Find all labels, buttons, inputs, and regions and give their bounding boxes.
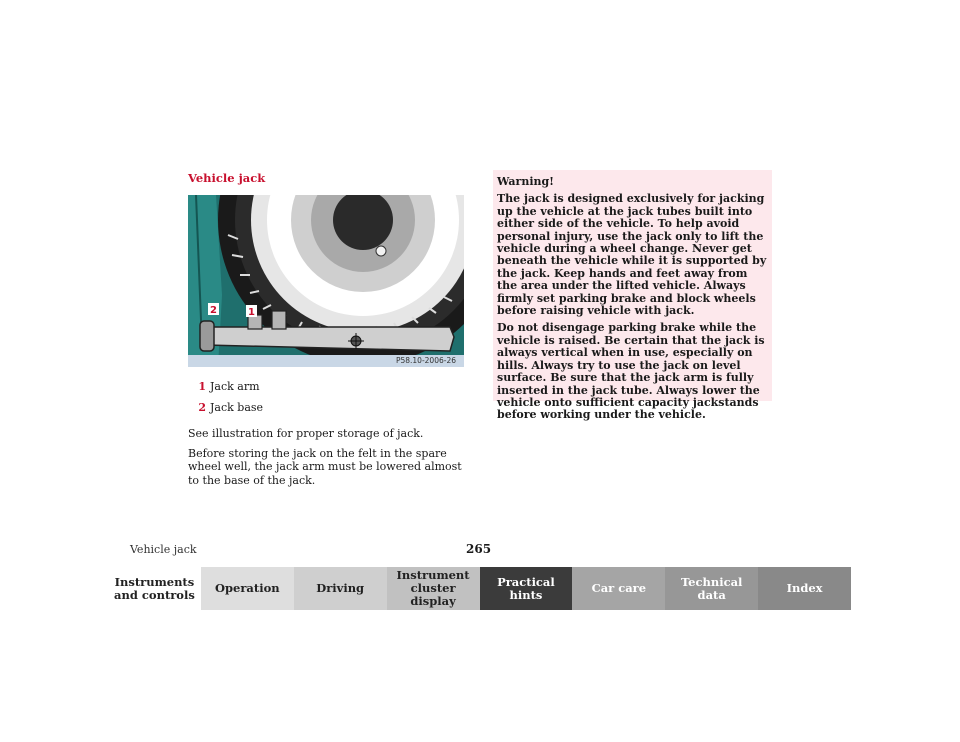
tab-instruments-and-controls[interactable]: Instruments and controls [108,567,201,610]
warning-paragraph: Do not disengage parking brake while the vehicle is raised. Be certain that the jack is always vertical when in use, especially on hills. Always try to use the jack on level surface. Be sure that the jack arm is fully inserted in the jack tube. Always lower the vehicle onto sufficient capacity jackstands before working under the vehicle. [497,321,765,422]
warning-box [493,170,772,422]
body-text [188,427,470,493]
legend-item [188,380,263,401]
running-footer-title: Vehicle jack [130,543,197,556]
section-heading: Vehicle jack [188,171,266,185]
figure-code: P58.10-2006-26 [395,356,456,365]
chapter-nav-bar [108,567,851,610]
warning-title: Warning! [497,175,555,188]
tab-operation[interactable]: Operation [201,567,294,610]
jack-storage-illustration [188,195,464,367]
tab-index[interactable]: Index [758,567,851,610]
tab-instrument-cluster-display[interactable]: Instrument cluster display [387,567,480,610]
spare-wheel-jack-drawing [188,195,464,367]
body-paragraph: Before storing the jack on the felt in the spare wheel well, the jack arm must be lowered almost to the base of the jack. [188,446,462,487]
body-paragraph: See illustration for proper storage of jack. [188,427,424,440]
callout-1: 1 [248,307,255,318]
legend-label: Jack base [210,401,264,414]
callout-2: 2 [210,305,217,316]
tab-car-care[interactable]: Car care [572,567,665,610]
page-number: 265 [466,542,492,556]
legend-label: Jack arm [210,380,260,393]
legend-item [188,401,263,422]
warning-paragraph: The jack is designed exclusively for jacking up the vehicle at the jack tubes built into either side of the vehicle. To help avoid personal injury, use the jack only to lift the vehicle during a wheel change. Never get beneath the vehicle while it is supported by the jack. Keep hands and feet away from the area under the lifted vehicle. Always firmly set parking brake and block wheels before raising vehicle with jack. [497,192,767,318]
figure-legend [188,380,263,422]
legend-number: 2 [198,401,206,414]
tab-practical-hints[interactable]: Practical hints [480,567,573,610]
legend-number: 1 [198,380,206,393]
tab-technical-data[interactable]: Technical data [665,567,758,610]
tab-driving[interactable]: Driving [294,567,387,610]
